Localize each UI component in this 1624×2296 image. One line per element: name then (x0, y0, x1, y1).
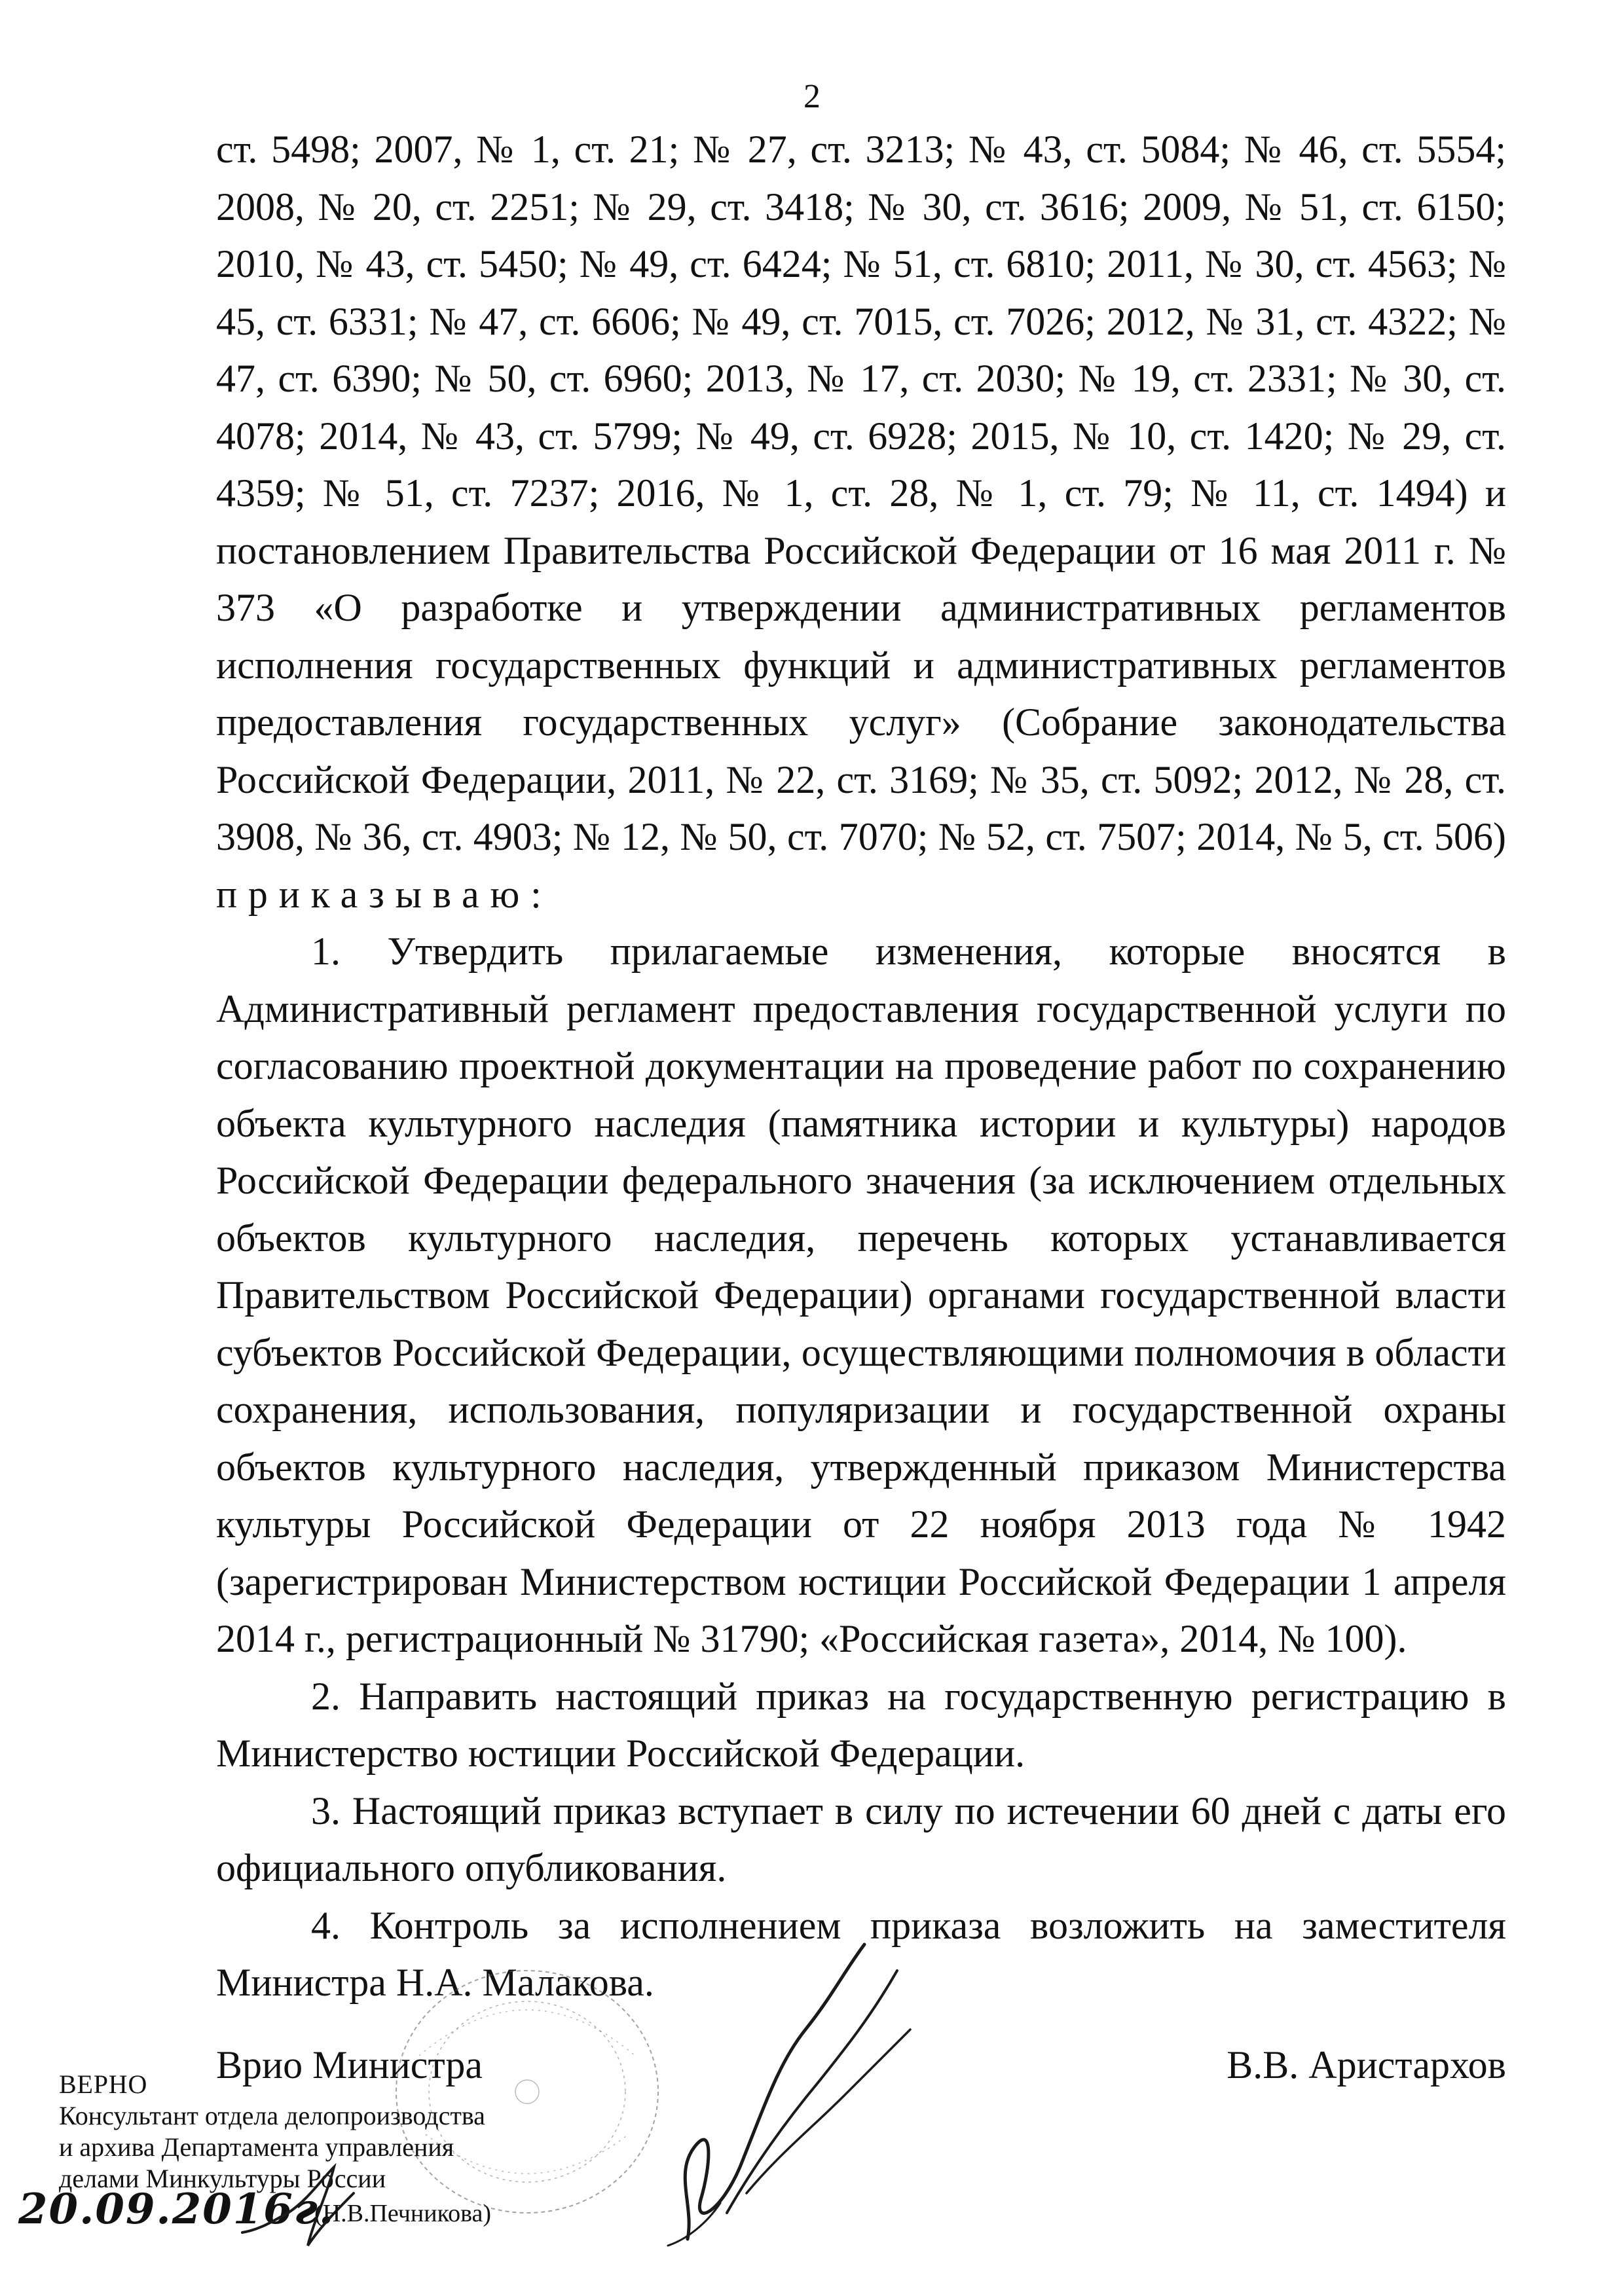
order-word: приказываю (216, 872, 531, 916)
intro-paragraph (216, 121, 1506, 923)
order-item-1: 1. Утвердить прилагаемые изменения, которые вносятся в Административный регламент предоставления государственной услуги по согласованию проектной документации на проведение работ по сохранению объекта культурного наследия (памятника истории и культуры) народов Российской Федерации федерального значения (за исключением отдельных объектов культурного наследия, перечень которых устанавливается Правительством Российской Федерации) органами государственной власти субъектов Российской Федерации, осуществляющими полномочия в области сохранения, использования, популяризации и государственной охраны объектов культурного наследия, утвержденный приказом Министерства культуры Российской Федерации от 22 ноября 2013 года № 1942 (зарегистрирован Министерством юстиции Российской Федерации 1 апреля 2014 г., регистрационный № 31790; «Российская газета», 2014, № 100). (216, 930, 1506, 1660)
document-body (216, 121, 1506, 2012)
order-item-4: 4. Контроль за исполнением приказа возложить на заместителя Министра Н.А. Малакова. (216, 1903, 1506, 2004)
certification-date: 20.09.2016г. (18, 2185, 335, 2234)
order-item-3: 3. Настоящий приказ вступает в силу по истечении 60 дней с даты его официального опубликования. (216, 1789, 1506, 1889)
certification-line-3: делами Минкультуры России (59, 2164, 386, 2193)
certification-stamp: ВЕРНО (59, 2069, 148, 2099)
certification-line-1: Консультант отдела делопроизводства (59, 2101, 485, 2130)
page-number: 2 (803, 78, 821, 115)
signature-name: В.В. Аристархов (1227, 2043, 1506, 2086)
certification-line-2: и архива Департамента управления (59, 2132, 454, 2162)
order-item-2: 2. Направить настоящий приказ на государственную регистрацию в Министерство юстиции Российской Федерации. (216, 1674, 1506, 1775)
order-colon: : (530, 872, 542, 916)
certification-initials: (Н.В.Печникова) (314, 2200, 492, 2227)
signature-position: Врио Министра (216, 2043, 483, 2086)
minister-signature-icon (648, 1931, 923, 2259)
intro-text: ст. 5498; 2007, № 1, ст. 21; № 27, ст. 3213; № 43, ст. 5084; № 46, ст. 5554; 2008, № 20, ст. 2251; № 29, ст. 3418; № 30, ст. 3616; 2009, № 51, ст. 6150; 2010, № 43, ст. 5450; № 49, ст. 6424; № 51, ст. 6810; 2011, № 30, ст. 4563; № 45, ст. 6331; № 47, ст. 6606; № 49, ст. 7015, ст. 7026; 2012, № 31, ст. 4322; № 47, ст. 6390; № 50, ст. 6960; 2013, № 17, ст. 2030; № 19, ст. 2331; № 30, ст. 4078; 2014, № 43, ст. 5799; № 49, ст. 6928; 2015, № 10, ст. 1420; № 29, ст. 4359; № 51, ст. 7237; 2016, № 1, ст. 28, № 1, ст. 79; № 11, ст. 1494) и постановлением Правительства Российской Федерации от 16 мая 2011 г. № 373 «О разработке и утверждении административных регламентов исполнения государственных функций и административных регламентов предоставления государственных услуг» (Собрание законодательства Российской Федерации, 2011, № 22, ст. 3169; № 35, ст. 5092; 2012, № 28, ст. 3908, № 36, ст. 4903; № 12, № 50, ст. 7070; № 52, ст. 7507; 2014, № 5, ст. 506) (216, 128, 1506, 858)
